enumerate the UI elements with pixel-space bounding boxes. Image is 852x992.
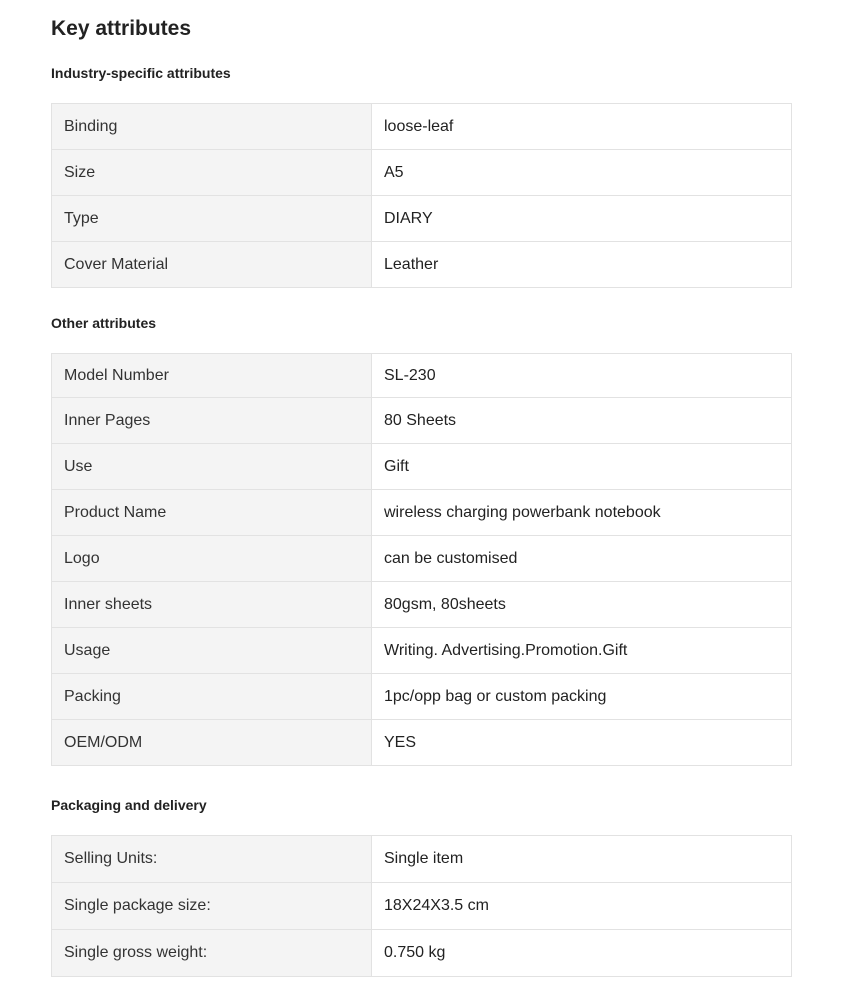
table-row	[52, 628, 792, 674]
attribute-value: 0.750 kg	[372, 930, 792, 977]
table-row	[52, 444, 792, 490]
attribute-value: Single item	[372, 836, 792, 883]
section-title-other-attributes: Other attributes	[51, 315, 157, 331]
attribute-key: Logo	[52, 536, 372, 582]
industry-attributes-table	[51, 103, 792, 288]
attribute-value: SL-230	[372, 354, 792, 398]
attribute-key: Binding	[52, 104, 372, 150]
attribute-value: YES	[372, 720, 792, 766]
table-row	[52, 150, 792, 196]
attribute-key: Single package size:	[52, 883, 372, 930]
attribute-key: Use	[52, 444, 372, 490]
attribute-value: DIARY	[372, 196, 792, 242]
table-row	[52, 536, 792, 582]
attribute-key: Type	[52, 196, 372, 242]
table-row	[52, 196, 792, 242]
table-row	[52, 354, 792, 398]
attribute-value: Writing. Advertising.Promotion.Gift	[372, 628, 792, 674]
section-title-industry-specific: Industry-specific attributes	[51, 65, 231, 81]
attribute-value: loose-leaf	[372, 104, 792, 150]
attribute-value: Gift	[372, 444, 792, 490]
attribute-value: Leather	[372, 242, 792, 288]
attribute-value: A5	[372, 150, 792, 196]
attribute-value: 80gsm, 80sheets	[372, 582, 792, 628]
attribute-key: Model Number	[52, 354, 372, 398]
attribute-key: OEM/ODM	[52, 720, 372, 766]
attribute-key: Selling Units:	[52, 836, 372, 883]
attribute-value: 1pc/opp bag or custom packing	[372, 674, 792, 720]
attribute-key: Size	[52, 150, 372, 196]
page-title: Key attributes	[51, 17, 192, 40]
table-row	[52, 104, 792, 150]
attribute-value: can be customised	[372, 536, 792, 582]
attribute-key: Cover Material	[52, 242, 372, 288]
section-title-packaging-delivery: Packaging and delivery	[51, 797, 207, 813]
attribute-key: Packing	[52, 674, 372, 720]
attribute-key: Usage	[52, 628, 372, 674]
table-row	[52, 720, 792, 766]
packaging-delivery-table	[51, 835, 792, 977]
attribute-key: Inner sheets	[52, 582, 372, 628]
table-row	[52, 398, 792, 444]
attribute-key: Single gross weight:	[52, 930, 372, 977]
table-row	[52, 242, 792, 288]
attribute-key: Product Name	[52, 490, 372, 536]
attribute-value: wireless charging powerbank notebook	[372, 490, 792, 536]
other-attributes-table	[51, 353, 792, 766]
attribute-value: 18X24X3.5 cm	[372, 883, 792, 930]
table-row	[52, 836, 792, 883]
attribute-value: 80 Sheets	[372, 398, 792, 444]
table-row	[52, 883, 792, 930]
table-row	[52, 930, 792, 977]
table-row	[52, 490, 792, 536]
table-row	[52, 582, 792, 628]
table-row	[52, 674, 792, 720]
attribute-key: Inner Pages	[52, 398, 372, 444]
